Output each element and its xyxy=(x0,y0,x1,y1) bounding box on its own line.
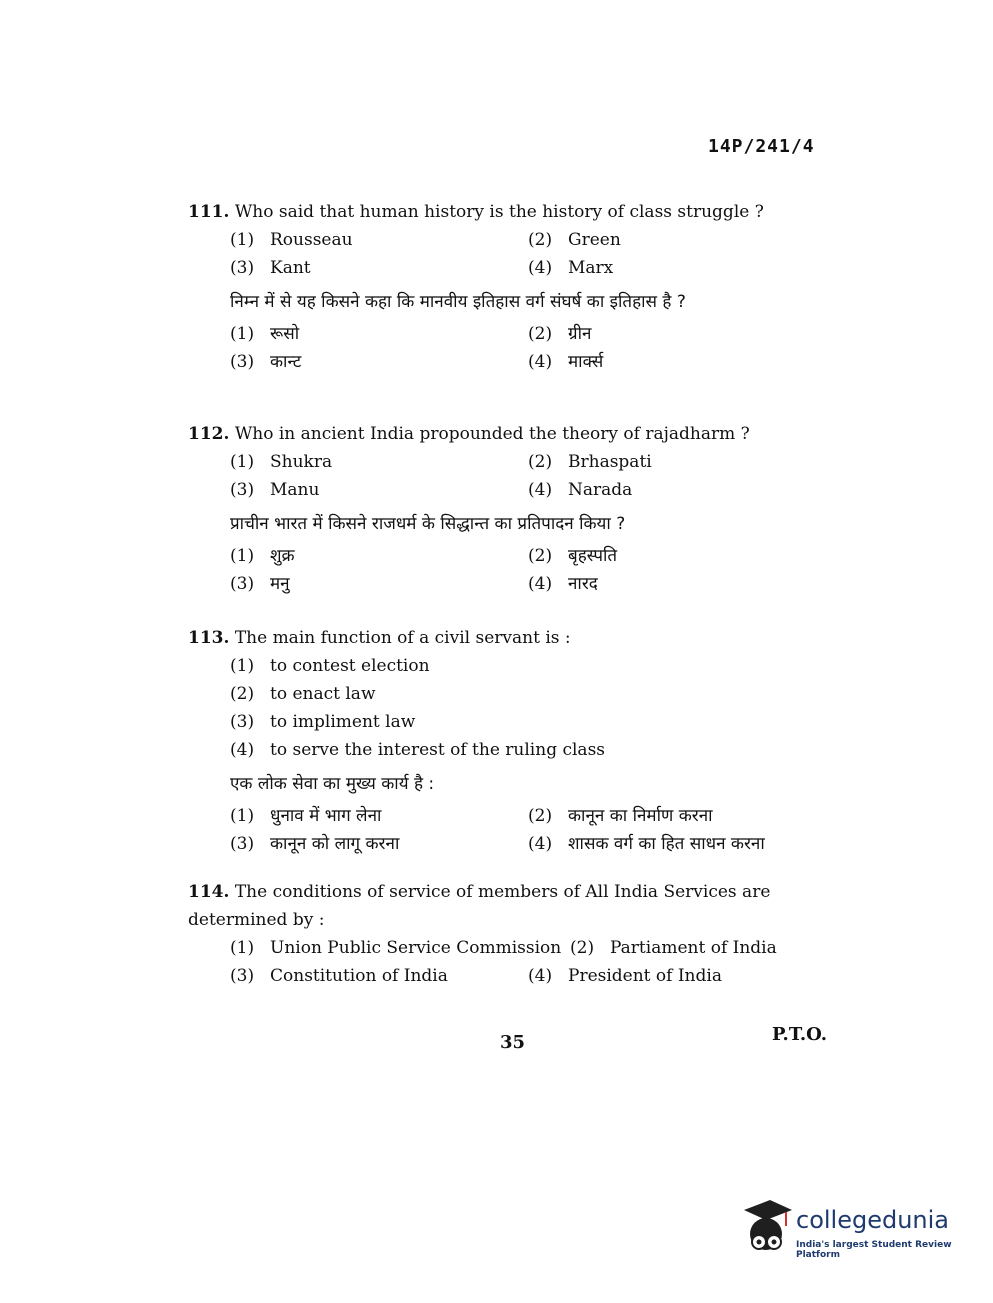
hindi-option-1: (1) धुनाव में भाग लेना xyxy=(230,806,382,826)
pto-label: P.T.O. xyxy=(772,1024,828,1045)
option-3: (3) to impliment law xyxy=(230,712,416,732)
question-text: Who said that human history is the history of class struggle ? xyxy=(234,202,764,222)
hindi-option-3: (3) कान्ट xyxy=(230,352,302,372)
option-3: (3) Constitution of India xyxy=(230,966,448,986)
option-3: (3) Kant xyxy=(230,258,311,278)
hindi-option-2: (2) बृहस्पति xyxy=(528,546,618,566)
hindi-option-3: (3) मनु xyxy=(230,574,290,594)
question-text: The main function of a civil servant is : xyxy=(234,628,571,648)
question-text-hindi: निम्न में से यह किसने कहा कि मानवीय इतिहास वर्ग संघर्ष का इतिहास है ? xyxy=(230,292,686,312)
hindi-option-4: (4) मार्क्स xyxy=(528,352,604,372)
option-2: (2) to enact law xyxy=(230,684,376,704)
question-number: 114. xyxy=(188,882,230,902)
question-text-hindi: प्राचीन भारत में किसने राजधर्म के सिद्धान्त का प्रतिपादन किया ? xyxy=(230,514,626,534)
question-number: 111. xyxy=(188,202,230,222)
hindi-option-4: (4) नारद xyxy=(528,574,598,594)
option-2: (2) Green xyxy=(528,230,621,250)
option-1: (1) Shukra xyxy=(230,452,333,472)
hindi-option-2: (2) ग्रीन xyxy=(528,324,592,344)
option-1: (1) Rousseau xyxy=(230,230,353,250)
question-113 xyxy=(188,624,828,858)
option-2: (2) Partiament of India xyxy=(570,938,777,958)
hindi-option-4: (4) शासक वर्ग का हित साधन करना xyxy=(528,834,765,854)
brand-name: collegedunia xyxy=(796,1206,950,1234)
hindi-option-1: (1) रूसो xyxy=(230,324,300,344)
option-2: (2) Brhaspati xyxy=(528,452,652,472)
hindi-option-3: (3) कानून को लागू करना xyxy=(230,834,400,854)
option-3: (3) Manu xyxy=(230,480,320,500)
question-114 xyxy=(188,878,828,990)
option-4: (4) to serve the interest of the ruling class xyxy=(230,740,606,760)
hindi-option-1: (1) शुक्र xyxy=(230,546,295,566)
collegedunia-watermark xyxy=(736,1196,966,1260)
question-text: Who in ancient India propounded the theory of rajadharm ? xyxy=(234,424,750,444)
option-4: (4) Marx xyxy=(528,258,614,278)
brand-tagline: India's largest Student Review Platform xyxy=(796,1240,952,1260)
mascot-icon xyxy=(736,1196,796,1260)
option-4: (4) President of India xyxy=(528,966,722,986)
question-112 xyxy=(188,420,828,598)
paper-code: 14P/241/4 xyxy=(708,136,815,157)
question-text-hindi: एक लोक सेवा का मुख्य कार्य है : xyxy=(230,774,435,794)
option-1: (1) Union Public Service Commission xyxy=(230,938,562,958)
option-4: (4) Narada xyxy=(528,480,633,500)
question-text: The conditions of service of members of All India Services are determined by : xyxy=(188,882,771,930)
question-111 xyxy=(188,198,828,376)
question-number: 112. xyxy=(188,424,230,444)
question-number: 113. xyxy=(188,628,230,648)
option-1: (1) to contest election xyxy=(230,656,430,676)
page-number: 35 xyxy=(500,1032,526,1053)
hindi-option-2: (2) कानून का निर्माण करना xyxy=(528,806,713,826)
